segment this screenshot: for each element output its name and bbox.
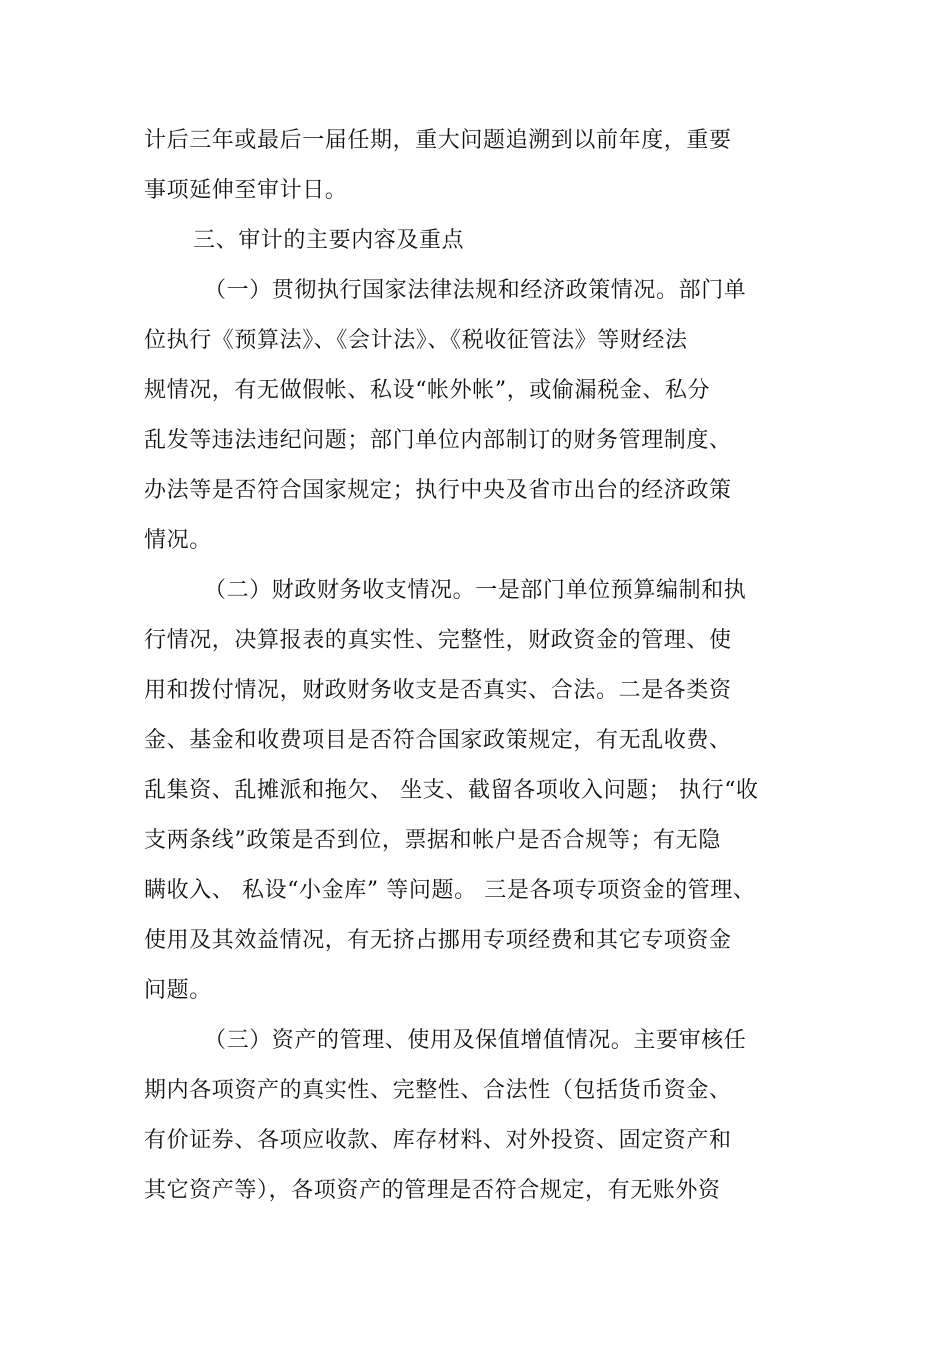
text-line: 计后三年或最后一届任期，重大问题追溯到以前年度，重要 (144, 128, 732, 153)
text-line: 期内各项资产的真实性、完整性、合法性（包括货币资金、 (144, 1078, 732, 1103)
text-line: 乱集资、乱摊派和拖欠、 坐支、截留各项收入问题； 执行“收 (144, 778, 759, 803)
text-line: 乱发等违法违纪问题；部门单位内部制订的财务管理制度、 (144, 428, 732, 453)
text-line: 办法等是否符合国家规定；执行中央及省市出台的经济政策 (144, 478, 732, 503)
text-line: 规情况，有无做假帐、私设“帐外帐”，或偷漏税金、私分 (144, 378, 711, 403)
text-line: 支两条线”政策是否到位，票据和帐户是否合规等；有无隐 (144, 828, 721, 853)
text-line: 其它资产等），各项资产的管理是否符合规定，有无账外资 (144, 1178, 721, 1203)
section-heading: 三、审计的主要内容及重点 (193, 228, 465, 253)
text-line: 瞒收入、 私设“小金库” 等问题。 三是各项专项资金的管理、 (144, 878, 756, 903)
text-line: 事项延伸至审计日。 (144, 178, 348, 203)
text-line: 位执行《预算法》、《会计法》、《税收征管法》等财经法 (144, 328, 688, 353)
paragraph-start: （一）贯彻执行国家法律法规和经济政策情况。部门单 (204, 278, 747, 303)
text-line: 用和拨付情况，财政财务收支是否真实、合法。二是各类资 (144, 678, 732, 703)
text-line: 使用及其效益情况，有无挤占挪用专项经费和其它专项资金 (144, 928, 732, 953)
paragraph-start: （三）资产的管理、使用及保值增值情况。主要审核任 (204, 1028, 747, 1053)
text-line: 行情况，决算报表的真实性、完整性，财政资金的管理、使 (144, 628, 732, 653)
text-line: 金、基金和收费项目是否符合国家政策规定，有无乱收费、 (144, 728, 732, 753)
text-line: 有价证券、各项应收款、库存材料、对外投资、固定资产和 (144, 1128, 732, 1153)
text-line: 情况。 (144, 528, 212, 553)
paragraph-start: （二）财政财务收支情况。一是部门单位预算编制和执 (204, 578, 747, 603)
text-line: 问题。 (144, 978, 212, 1003)
